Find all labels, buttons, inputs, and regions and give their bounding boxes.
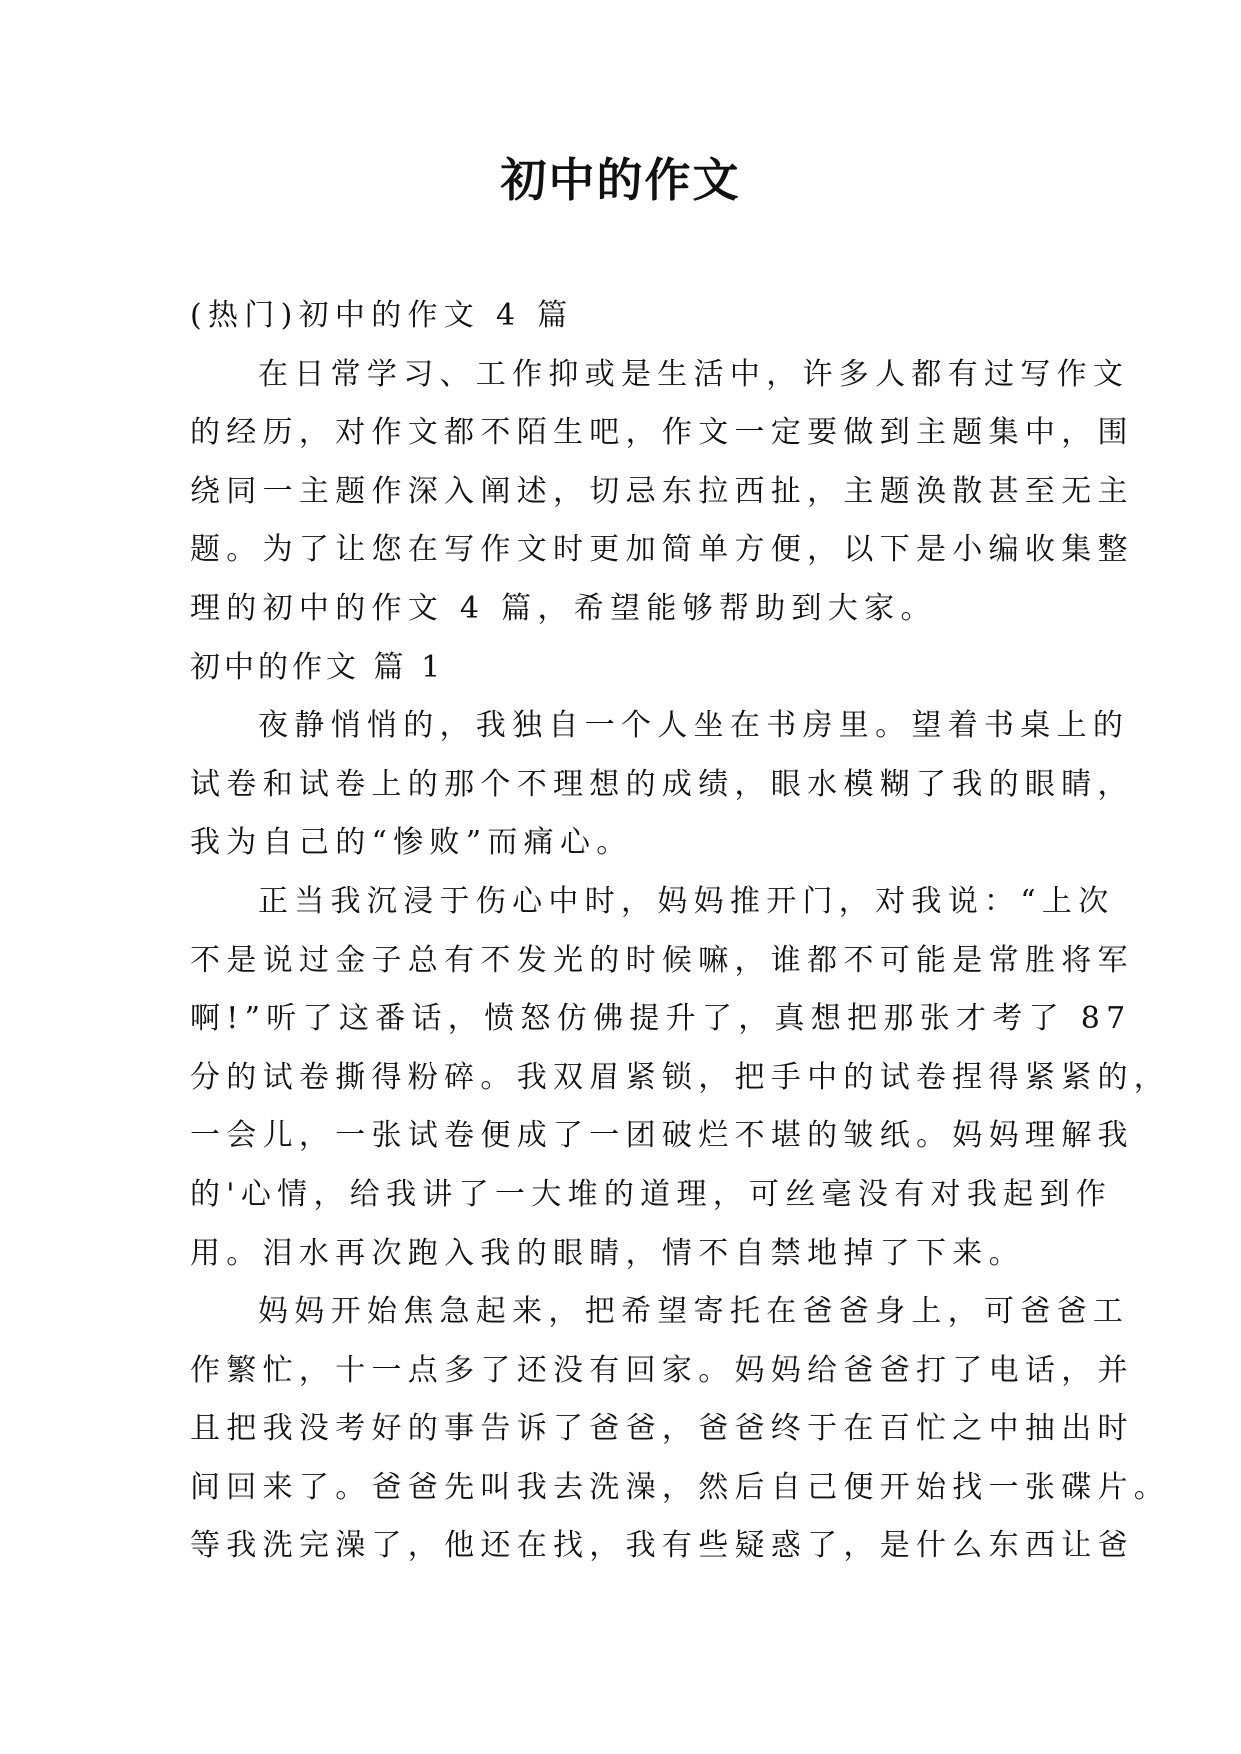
paragraph-line: 理的初中的作文 4 篇，希望能够帮助到大家。 (190, 590, 937, 626)
document-body (190, 287, 1171, 1576)
paragraph-line: 一会儿，一张试卷便成了一团破烂不堪的皱纸。妈妈理解我 (190, 1118, 1134, 1154)
paragraph-2 (190, 873, 1171, 1283)
paragraph-line: 题。为了让您在写作文时更加简单方便，以下是小编收集整 (190, 532, 1134, 568)
paragraph-line: 不是说过金子总有不发光的时候嘛，谁都不可能是常胜将军 (190, 942, 1134, 978)
paragraph-line: 等我洗完澡了，他还在找，我有些疑惑了，是什么东西让爸 (190, 1528, 1134, 1564)
subtitle: (热门)初中的作文 4 篇 (190, 298, 574, 333)
paragraph-1 (190, 697, 1134, 873)
paragraph-line: 妈妈开始焦急起来，把希望寄托在爸爸身上，可爸爸工 (258, 1294, 1130, 1330)
paragraph-line: 夜静悄悄的，我独自一个人坐在书房里。望着书桌上的 (258, 708, 1130, 744)
paragraph-line: 绕同一主题作深入阐述，切忌东拉西扯，主题涣散甚至无主 (190, 473, 1134, 509)
paragraph-line: 用。泪水再次跑入我的眼睛，情不自禁地掉了下来。 (190, 1235, 1025, 1271)
paragraph-line: 的经历，对作文都不陌生吧，作文一定要做到主题集中，围 (190, 415, 1134, 451)
paragraph-line: 间回来了。爸爸先叫我去洗澡，然后自己便开始找一张碟片。 (190, 1469, 1171, 1505)
paragraph-line: 作繁忙，十一点多了还没有回家。妈妈给爸爸打了电话，并 (190, 1352, 1134, 1388)
paragraph-line: 分的试卷撕得粉碎。我双眉紧锁，把手中的试卷捏得紧紧的， (190, 1059, 1171, 1095)
paragraph-line: 在日常学习、工作抑或是生活中，许多人都有过写作文 (258, 356, 1130, 392)
section-heading: 初中的作文 篇 1 (190, 649, 445, 685)
document-title: 初中的作文 (500, 153, 741, 207)
paragraph-line: 的'心情，给我讲了一大堆的道理，可丝毫没有对我起到作 (190, 1176, 1113, 1212)
intro-paragraph (190, 346, 1134, 639)
paragraph-line: 试卷和试卷上的那个不理想的成绩，眼水模糊了我的眼睛， (190, 766, 1134, 802)
paragraph-line: 且把我没考好的事告诉了爸爸，爸爸终于在百忙之中抽出时 (190, 1411, 1134, 1447)
paragraph-line: 我为自己的“惨败”而痛心。 (190, 825, 633, 861)
paragraph-3 (190, 1283, 1171, 1576)
paragraph-line: 啊!”听了这番话，愤怒仿佛提升了，真想把那张才考了 87 (190, 1001, 1132, 1037)
paragraph-line: 正当我沉浸于伤心中时，妈妈推开门，对我说：“上次 (258, 883, 1115, 919)
